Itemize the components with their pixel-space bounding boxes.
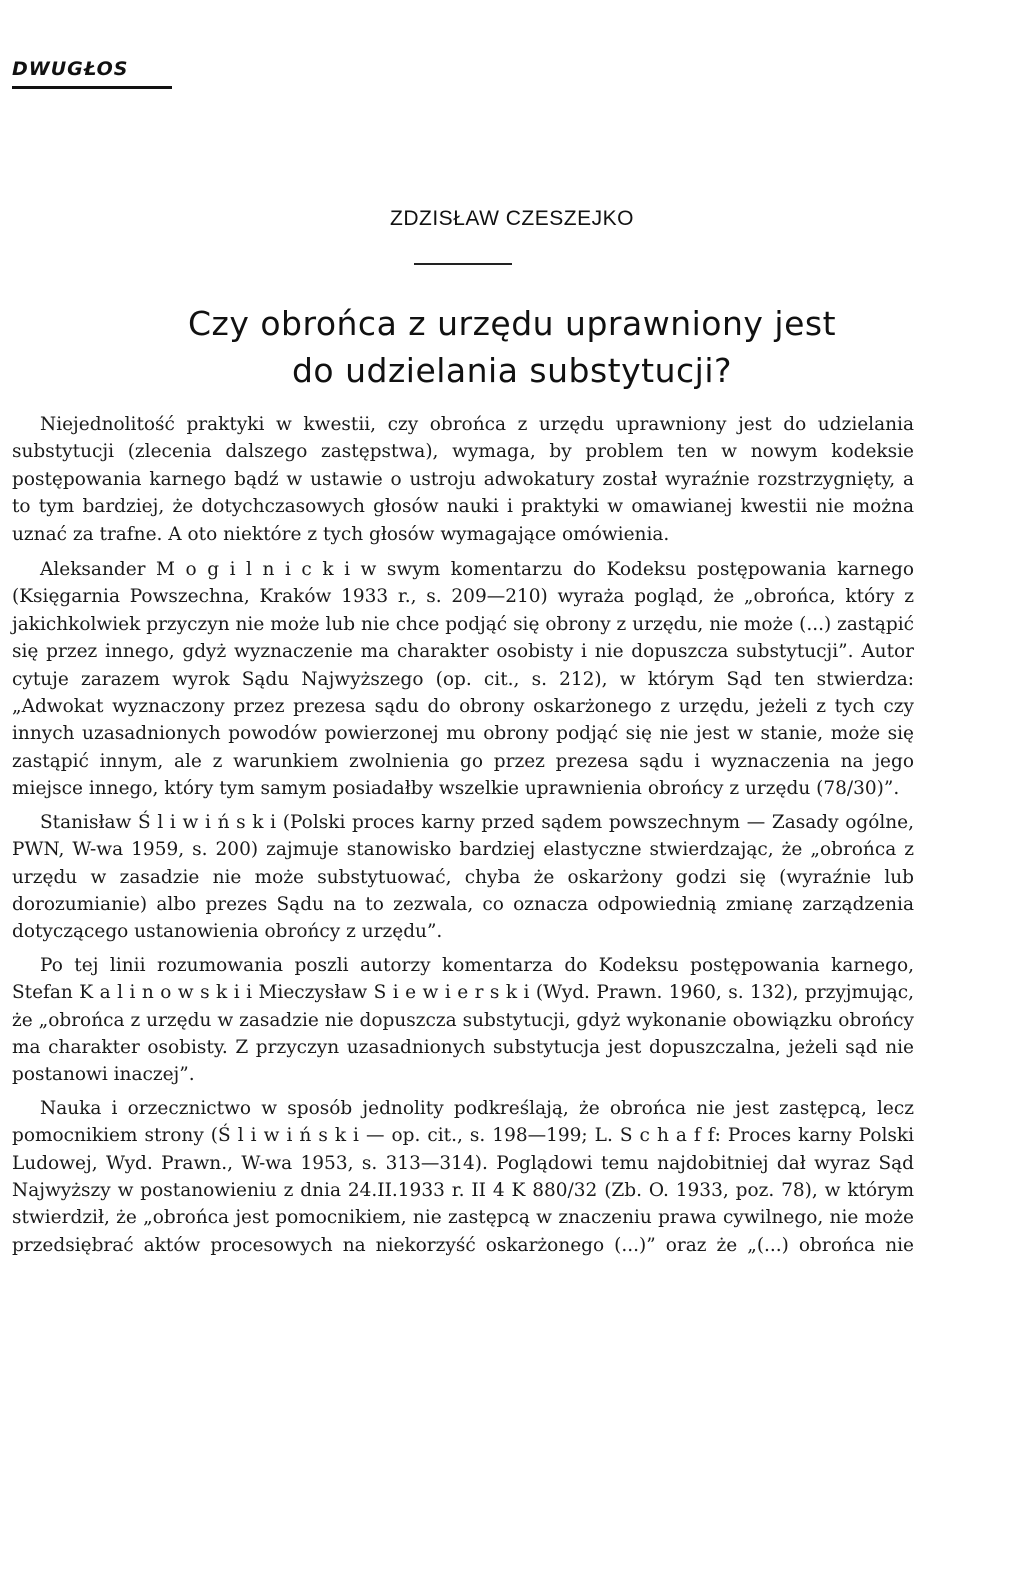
masthead [12, 58, 174, 89]
paragraph-2: Aleksander M o g i l n i c k i w swym komentarzu do Kodeksu postępowania karnego (Księgarnia Powszechna, Kraków 1933 r., s. 209—210) wyraża pogląd, że „obrońca, który z jakichkolwiek przyczyn nie może lub nie chce podjąć się obrony z urzędu, nie może (...) zastąpić się przez innego, gdyż wyznaczenie ma charakter osobisty i nie dopuszcza substytucji”. Autor cytuje zarazem wyrok Sądu Najwyższego (op. cit., s. 212), w którym Sąd ten stwierdza: „Adwokat wyznaczony przez prezesa sądu do obrony oskarżonego z urzędu, jeżeli z tych czy innych uzasadnionych powodów powierzonej mu obrony podjąć się nie jest w stanie, może się zastąpić innym, ale z warunkiem zwolnienia go przez prezesa sądu i wyznaczenia na jego miejsce innego, który tym samym posiadałby wszelkie uprawnienia obrońcy z urzędu (78/30)”. [12, 559, 914, 800]
paragraph-1: Niejednolitość praktyki w kwestii, czy obrońca z urzędu uprawniony jest do udzielania substytucji (zlecenia dalszego zastępstwa), wymaga, by problem ten w nowym kodeksie postępowania karnego bądź w ustawie o ustroju adwokatury został wyraźnie rozstrzygnięty, a to tym bardziej, że dotychczasowych głosów nauki i praktyki w omawianej kwestii nie można uznać za trafne. A oto niektóre z tych głosów wymagające omówienia. [12, 414, 914, 545]
title-divider [414, 263, 512, 265]
paragraph-4: Po tej linii rozumowania poszli autorzy komentarza do Kodeksu postępowania karnego, Stefan K a l i n o w s k i i Mieczysław S i e w i e r s k i (Wyd. Prawn. 1960, s. 132), przyjmując, że „obrońca z urzędu w zasadzie nie dopuszcza substytucji, gdyż wykonanie obowiązku obrońcy ma charakter osobisty. Z przyczyn uzasadnionych substytucja jest dopuszczalna, jeżeli sąd nie postanowi inaczej”. [12, 954, 914, 1086]
article-title-line-1: Czy obrońca z urzędu uprawniony jest [187, 304, 837, 343]
masthead-rule [12, 86, 172, 89]
article-title [0, 300, 1024, 394]
masthead-title: DWUGŁOS [12, 58, 129, 80]
article-title-line-2: do udzielania substytucji? [291, 351, 733, 390]
article-author: ZDZISŁAW CZESZEJKO [390, 207, 634, 230]
article-body [12, 411, 914, 1265]
paragraph-5: Nauka i orzecznictwo w sposób jednolity podkreślają, że obrońca nie jest zastępcą, lecz pomocnikiem strony (Ś l i w i ń s k i — op. cit., s. 198—199; L. S c h a f f: Proces karny Polski Ludowej, Wyd. Prawn., W-wa 1953, s. 313—314). Poglądowi temu najdobitniej dał wyraz Sąd Najwyższy w postanowieniu z dnia 24.II.1933 r. II 4 K 880/32 (Zb. O. 1933, poz. 78), w którym stwierdził, że „obrońca jest pomocnikiem, nie zastępcą w znaczeniu prawa cywilnego, nie może przedsiębrać aktów procesowych na niekorzyść oskarżonego (...)” oraz że „(...) obrońca nie [12, 1097, 914, 1256]
paragraph-3: Stanisław Ś l i w i ń s k i (Polski proces karny przed sądem powszechnym — Zasady ogólne, PWN, W-wa 1959, s. 200) zajmuje stanowisko bardziej elastyczne stwierdzając, że „obrońca z urzędu w zasadzie nie może substytuować, chyba że oskarżony godzi się (wyraźnie lub dorozumianie) albo prezes Sądu na to zezwala, co oznacza odpowiednią zmianę zarządzenia dotyczącego ustanowienia obrońcy z urzędu”. [12, 811, 914, 943]
